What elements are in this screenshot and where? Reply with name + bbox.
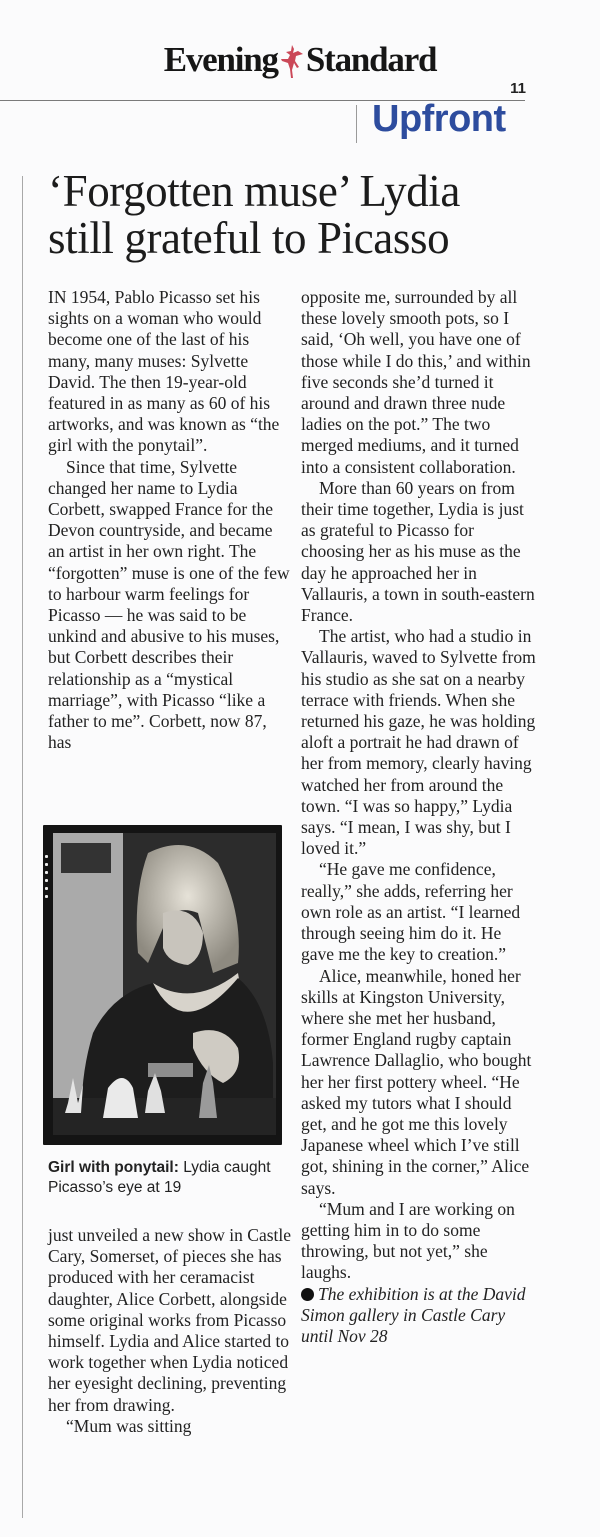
photo-caption	[48, 1158, 293, 1198]
caption-text: Lydia caught Picasso’s eye at 19	[48, 1159, 271, 1196]
section-separator	[356, 105, 357, 143]
bullet-icon	[301, 1288, 314, 1301]
article-column-left-top	[48, 287, 293, 753]
article-photo	[43, 825, 282, 1145]
headline-line-1: ‘Forgotten muse’ Lydia	[48, 166, 460, 216]
endnote-text: The exhibition is at the David Simon gallery in Castle Cary until Nov 28	[301, 1283, 526, 1346]
page-number: 11	[510, 80, 526, 97]
paragraph: More than 60 years on from their time together, Lydia is just as grateful to Picasso for choosing her as his muse as the day he approached her in Vallauris, a town in south-eastern France.	[301, 477, 535, 626]
paragraph: “Mum was sitting	[66, 1415, 192, 1436]
column-rule	[22, 176, 23, 1518]
winged-figure-icon	[279, 43, 305, 81]
masthead-word-evening: Evening	[163, 40, 278, 79]
portrait-illustration	[53, 833, 276, 1135]
section-label: Upfront	[372, 98, 506, 140]
paragraph: The artist, who had a studio in Vallauris, waved to Sylvette from his studio as she sat on a nearby terrace with friends. When she returned his gaze, he was holding aloft a portrait he had drawn of her from memory, clearly having watched her from around the town. “I was so happy,” Lydia says. “I mean, I was shy, but I loved it.”	[301, 626, 536, 859]
paragraph: Since that time, Sylvette changed her name to Lydia Corbett, swapped France for the Devon countryside, and became an artist in her own right. The “forgotten” muse is one of the few to harbour warm feelings for Picasso — he was said to be unkind and abusive to his muses, but Corbett describes their relationship as a “mystical marriage”, with Picasso “like a father to me”. Corbett, now 87, has	[48, 456, 290, 753]
paragraph: just unveiled a new show in Castle Cary, Somerset, of pieces she has produced with her ceramacist daughter, Alice Corbett, alongside some original works from Picasso himself. Lydia and Alice started to work together when Lydia noticed her eyesight declining, preventing her from drawing.	[48, 1225, 292, 1415]
masthead-word-standard: Standard	[305, 40, 437, 79]
paragraph: Alice, meanwhile, honed her skills at Kingston University, where she met her husband, former England rugby captain Lawrence Dallaglio, who bought her her first pottery wheel. “He asked my tutors what I should get, and he got me this lovely Japanese wheel which I’ve still got, shining in the corner,” Alice says.	[301, 965, 532, 1198]
photo-image	[53, 833, 276, 1135]
paragraph: “He gave me confidence, really,” she adds, referring her own role as an artist. “I learned through seeing him do it. He gave me the key to creation.”	[301, 859, 521, 965]
article-column-right	[301, 287, 536, 1347]
exhibition-endnote	[301, 1284, 536, 1348]
article-column-left-bottom	[48, 1225, 293, 1437]
paragraph: opposite me, surrounded by all these lovely smooth pots, so I said, ‘Oh well, you have one of those while I do this,’ and within five seconds she’d turned it around and drawn three nude ladies on the pot.” The two merged mediums, and it turned into a consistent collaboration.	[301, 287, 531, 477]
headline-line-2: still grateful to Picasso	[48, 213, 450, 263]
caption-title: Girl with ponytail:	[48, 1159, 179, 1176]
masthead-logo[interactable]	[164, 40, 437, 80]
paragraph: “Mum and I are working on getting him in to do some throwing, but not yet,” she laughs.	[301, 1198, 515, 1283]
paragraph: IN 1954, Pablo Picasso set his sights on a woman who would become one of the last of his many, many muses: Sylvette David. The then 19-year-old featured in as many as 60 of his artworks, and was known as “the girl with the ponytail”.	[48, 287, 280, 456]
article-headline	[48, 168, 538, 262]
